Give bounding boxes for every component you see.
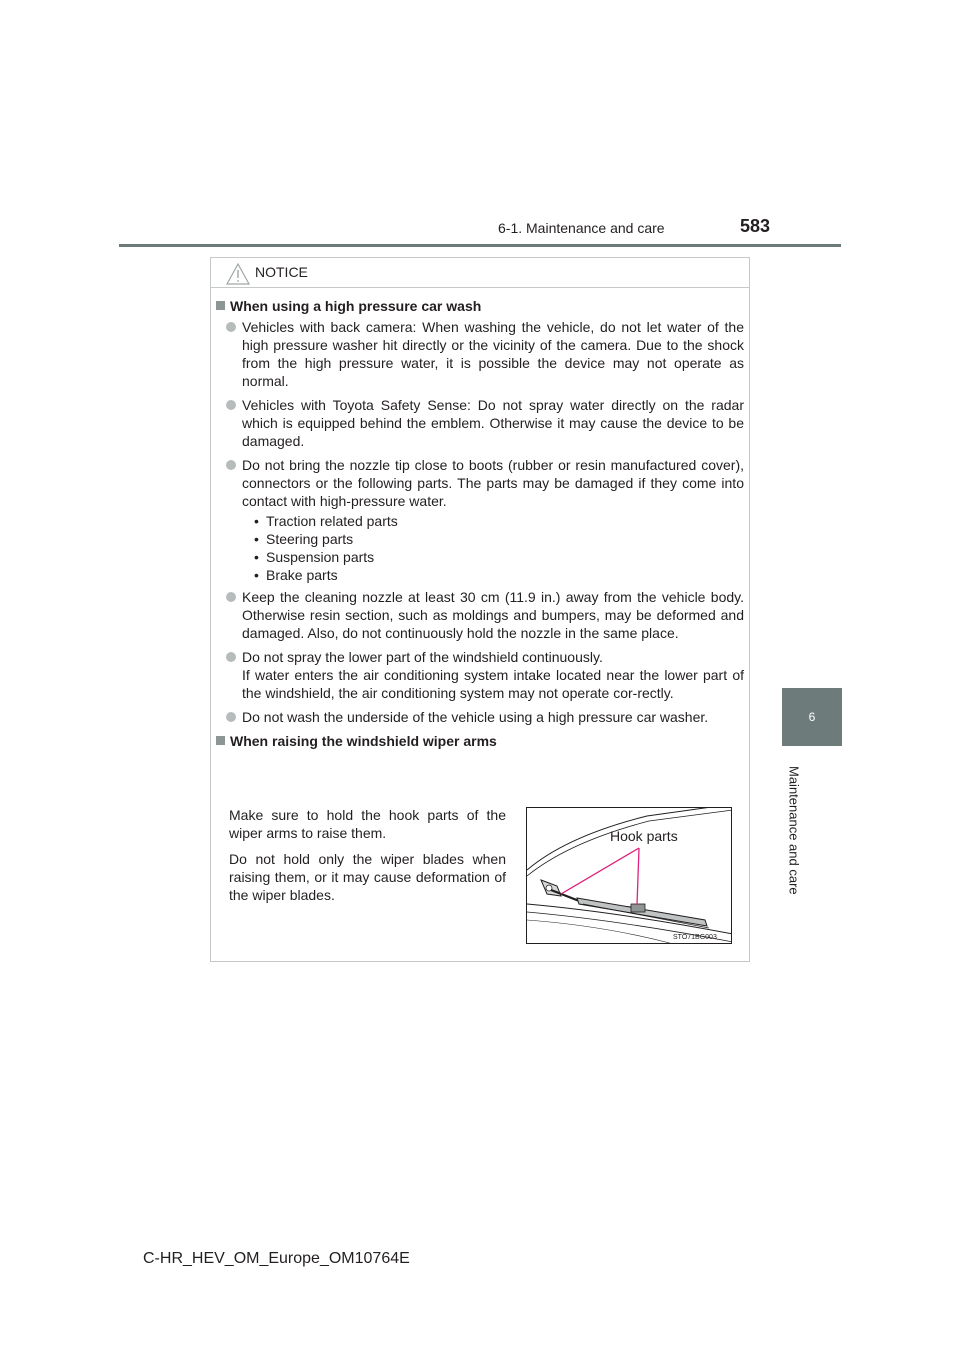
chapter-label: Maintenance and care xyxy=(786,765,802,895)
list-item: Vehicles with back camera: When washing the vehicle, do not let water of the high pressure washer hit directly or the vicinity of the camera. Due to the shock from the high pressure water, it is possible the device may not operate as normal. xyxy=(216,318,744,390)
list-item: Vehicles with Toyota Safety Sense: Do not spray water directly on the radar which is equipped behind the emblem. Otherwise it may cause the device to be damaged. xyxy=(216,396,744,450)
chapter-number: 6 xyxy=(808,710,816,724)
notice-title: NOTICE xyxy=(255,264,308,280)
list-item: Keep the cleaning nozzle at least 30 cm (11.9 in.) away from the vehicle body. Otherwise resin section, such as moldings and bumpers, may be deformed and damaged. Also, do not continuously hold the nozzle in the same place. xyxy=(216,588,744,642)
square-bullet-icon xyxy=(216,301,225,310)
list-item: Do not spray the lower part of the windshield continuously. If water enters the air conditioning system intake located near the lower part of the windshield, the air conditioning system may not operate cor-rectly. xyxy=(216,648,744,702)
circle-bullet-icon xyxy=(226,400,236,410)
circle-bullet-icon xyxy=(226,592,236,602)
circle-bullet-icon xyxy=(226,652,236,662)
notice-header xyxy=(211,258,749,288)
list-item: Do not wash the underside of the vehicle using a high pressure car washer. xyxy=(216,708,744,726)
parts-list-item: • Suspension parts xyxy=(254,548,744,566)
circle-bullet-icon xyxy=(226,712,236,722)
section-heading: When using a high pressure car wash xyxy=(216,297,744,315)
circle-bullet-icon xyxy=(226,322,236,332)
wiper-instructions: Make sure to hold the hook parts of the wiper arms to raise them. Do not hold only the wiper blades when raising them, or it may cause deformation of the wiper blades. xyxy=(229,807,506,903)
parts-list-item: • Steering parts xyxy=(254,530,744,548)
parts-list-item: • Brake parts xyxy=(254,566,744,584)
document-code: C-HR_HEV_OM_Europe_OM10764E xyxy=(143,1250,410,1267)
notice-content xyxy=(216,297,744,753)
parts-list xyxy=(216,512,744,584)
list-item: Do not bring the nozzle tip close to boots (rubber or resin manufactured cover), connectors or the following parts. The parts may be damaged if they come into contact with high-pressure water. xyxy=(216,456,744,510)
square-bullet-icon xyxy=(216,736,225,745)
header-rule xyxy=(119,244,841,247)
parts-list-item: • Traction related parts xyxy=(254,512,744,530)
warning-triangle-icon xyxy=(225,262,251,286)
section-title: 6-1. Maintenance and care xyxy=(498,220,665,236)
figure-code: STO71BG003 xyxy=(673,934,717,941)
circle-bullet-icon xyxy=(226,460,236,470)
section-heading: When raising the windshield wiper arms xyxy=(216,732,744,750)
figure-callout: Hook parts xyxy=(610,828,678,844)
chapter-tab xyxy=(782,688,842,746)
page-number: 583 xyxy=(740,216,771,236)
